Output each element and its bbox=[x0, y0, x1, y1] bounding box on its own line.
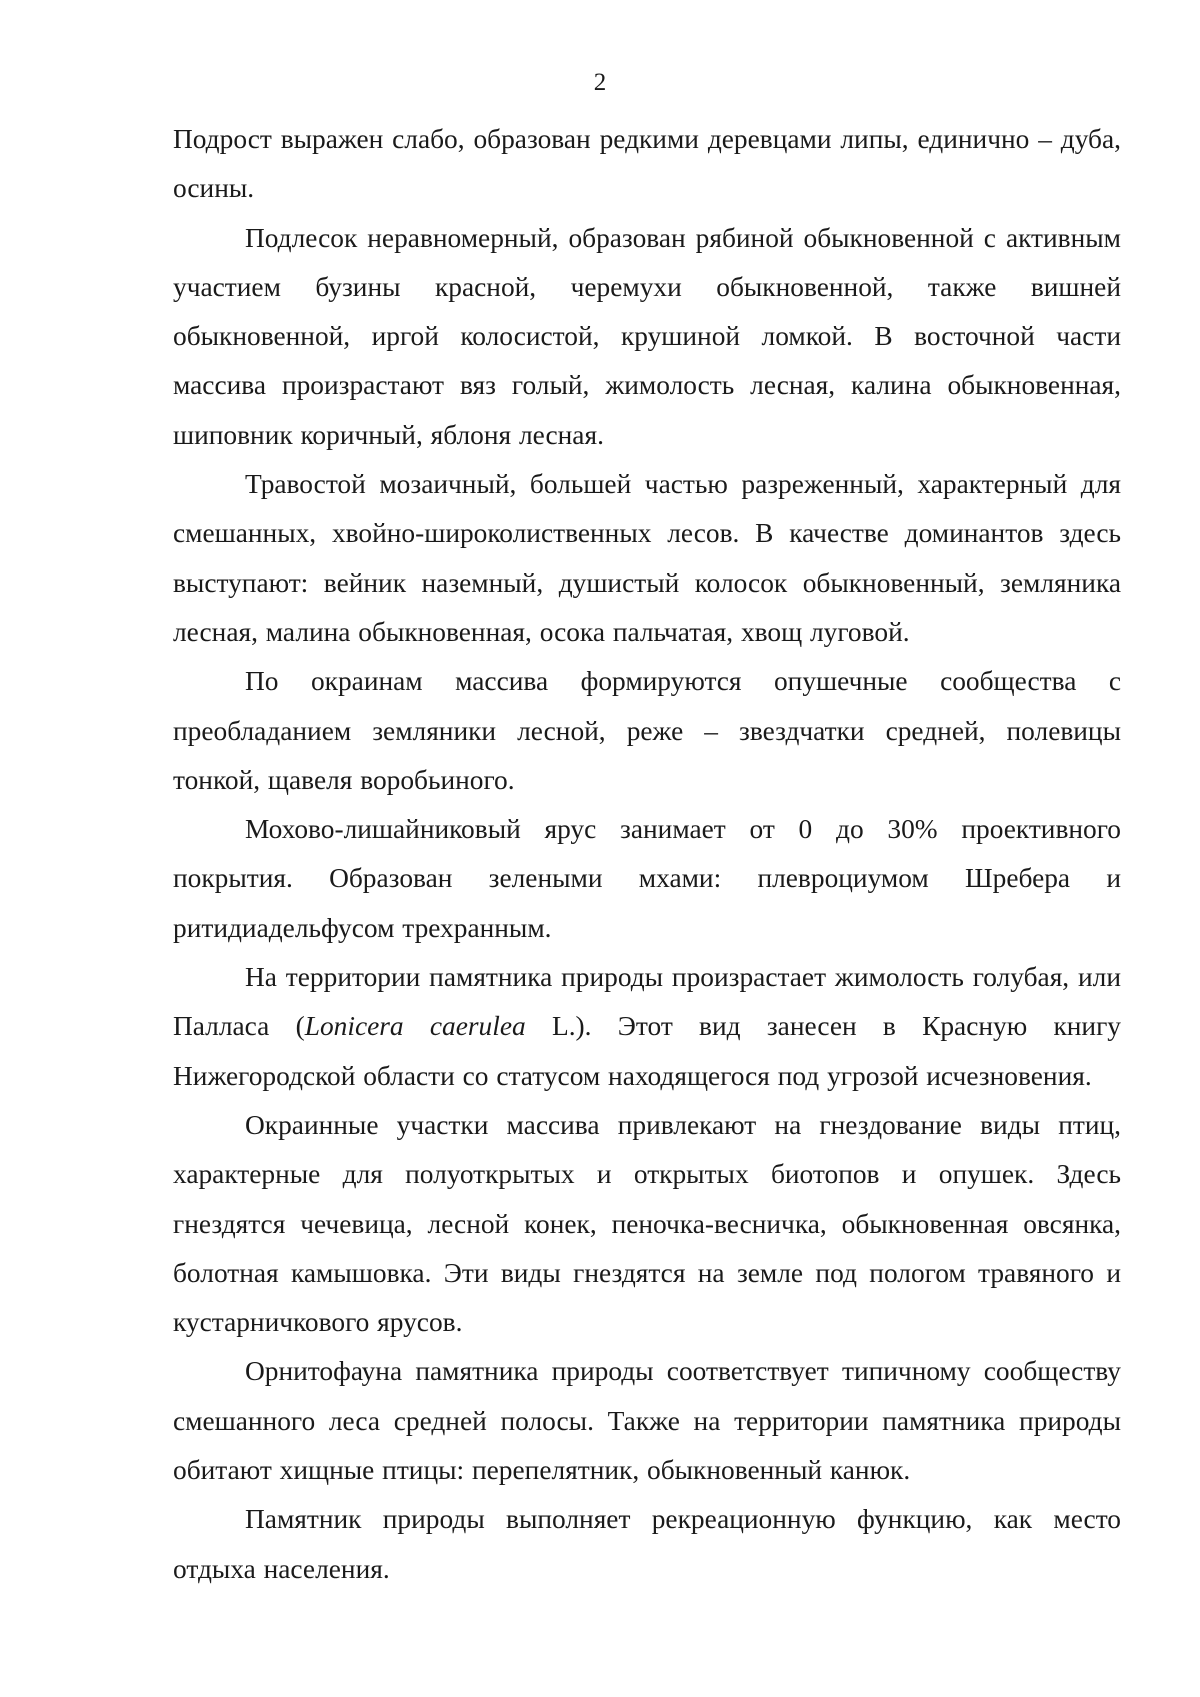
paragraph-nesting-birds: Окраинные участки массива привлекают на гнездование виды птиц, характерные для полуоткрытых и открытых биотопов и опушек. Здесь гнездятся чечевица, лесной конек, пеночка-весничка, обыкновенная овсянка, болотная камышовка. Эти виды гнездятся на земле под пологом травяного и кустарничкового ярусов. bbox=[173, 1109, 1121, 1338]
paragraph-forest-edges: По окраинам массива формируются опушечные сообщества с преобладанием земляники лесной, реже – звездчатки средней, полевицы тонкой, щавеля воробьиного. bbox=[173, 666, 1121, 795]
page-number: 2 bbox=[593, 69, 607, 96]
paragraph-rare-species bbox=[173, 953, 1121, 1101]
paragraph-herbaceous-layer: Травостой мозаичный, большей частью разреженный, характерный для смешанных, хвойно-широколиственных лесов. В качестве доминантов здесь выступают: вейник наземный, душистый колосок обыкновенный, земляника лесная, малина обыкновенная, осока пальчатая, хвощ луговой. bbox=[173, 469, 1121, 647]
rare-species-text-after: L.). Этот вид занесен в Красную книгу Нижегородской области со статусом находящегося под угрозой исчезновения. bbox=[173, 1011, 1122, 1091]
document-body bbox=[173, 115, 1121, 1594]
paragraph-moss-lichen-layer: Мохово-лишайниковый ярус занимает от 0 до 30% проективного покрытия. Образован зелеными мхами: плевроциумом Шребера и ритидиадельфусом трехранным. bbox=[173, 814, 1121, 943]
paragraph-avifauna: Орнитофауна памятника природы соответствует типичному сообществу смешанного леса средней полосы. Также на территории памятника природы обитают хищные птицы: перепелятник, обыкновенный канюк. bbox=[173, 1356, 1121, 1486]
rare-species-text-before: На территории памятника природы произрастает жимолость голубая, или Палласа ( bbox=[173, 962, 1121, 1042]
paragraph-undergrowth: Подрост выражен слабо, образован редкими деревцами липы, единично – дуба, осины. bbox=[173, 124, 1121, 204]
paragraph-recreation: Памятник природы выполняет рекреационную функцию, как место отдыха населения. bbox=[173, 1504, 1121, 1584]
rare-species-latin-name: Lonicera caerulea bbox=[304, 1011, 526, 1042]
paragraph-understory: Подлесок неравномерный, образован рябиной обыкновенной с активным участием бузины красной, черемухи обыкновенной, также вишней обыкновенной, иргой колосистой, крушиной ломкой. В восточной части массива произрастают вяз голый, жимолость лесная, калина обыкновенная, шиповник коричный, яблоня лесная. bbox=[173, 222, 1121, 450]
